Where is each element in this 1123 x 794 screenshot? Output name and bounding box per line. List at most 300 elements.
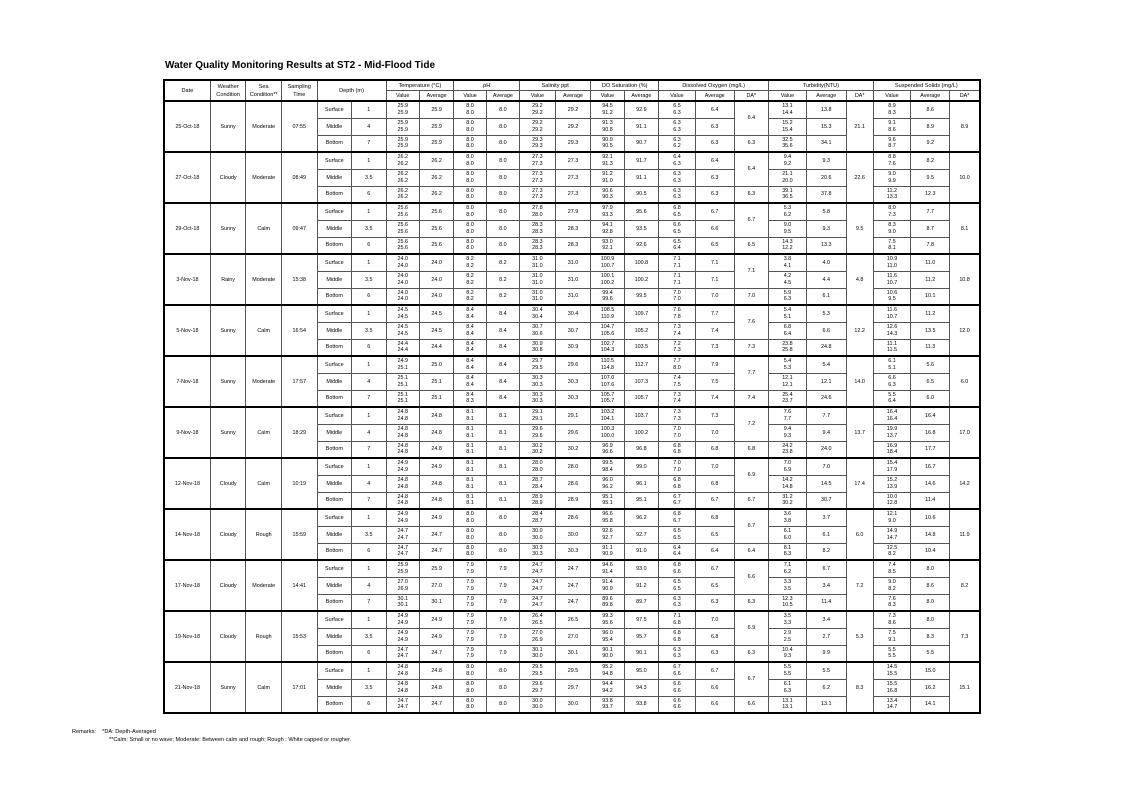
- temperature-value: [386, 611, 419, 628]
- ph-average: 8.1: [486, 492, 519, 509]
- temperature-value-reading: 26.2: [397, 187, 408, 194]
- do-saturation-average: 95.1: [624, 492, 659, 509]
- turbidity-average: 2.7: [806, 628, 846, 645]
- temperature-value: [386, 424, 419, 441]
- suspended-solids-da: 17.0: [950, 407, 980, 458]
- do-saturation-value-reading: 91.3: [602, 160, 613, 167]
- depth-level-cell: Surface: [317, 356, 351, 373]
- dissolved-oxygen-value: [659, 305, 696, 322]
- suspended-solids-value: [873, 322, 911, 339]
- turbidity-value: [769, 441, 807, 458]
- dissolved-oxygen-value: [659, 373, 696, 390]
- suspended-solids-value-reading: 7.3: [888, 613, 896, 620]
- suspended-solids-value-reading: 9.0: [888, 171, 896, 178]
- dissolved-oxygen-value-reading: 7.0: [673, 460, 681, 467]
- turbidity-value-reading: 12.1: [782, 375, 793, 382]
- depth-level-cell: Bottom: [317, 645, 351, 662]
- temperature-value-reading: 25.6: [397, 245, 408, 252]
- salinity-average: 24.7: [555, 560, 591, 577]
- salinity-value: [520, 254, 556, 271]
- do-saturation-value: [591, 594, 624, 611]
- salinity-average: 30.0: [555, 696, 591, 713]
- ph-value: [454, 407, 486, 424]
- weather-cell: Cloudy: [210, 458, 246, 509]
- salinity-value-reading: 30.0: [532, 534, 543, 541]
- suspended-solids-value: [873, 220, 911, 237]
- turbidity-value: [769, 356, 807, 373]
- do-saturation-value-reading: 99.5: [602, 460, 613, 467]
- temperature-average: 26.2: [419, 152, 453, 169]
- salinity-average: 29.2: [555, 101, 591, 118]
- depth-value-cell: 4: [352, 424, 386, 441]
- dissolved-oxygen-da-bottom: 6.5: [734, 237, 768, 254]
- suspended-solids-value: [873, 390, 911, 407]
- header-do-saturation: DO Saturation (%): [591, 80, 659, 91]
- salinity-value-reading: 30.9: [532, 340, 543, 347]
- dissolved-oxygen-value: [659, 356, 696, 373]
- do-saturation-value: [591, 628, 624, 645]
- ph-value: [454, 628, 486, 645]
- suspended-solids-value-reading: 5.5: [888, 391, 896, 398]
- turbidity-value-reading: 10.4: [782, 646, 793, 653]
- suspended-solids-da: 14.2: [950, 458, 980, 509]
- do-saturation-value-reading: 95.1: [602, 500, 613, 507]
- temperature-value: [386, 356, 419, 373]
- salinity-value: [520, 186, 556, 203]
- depth-value-cell: 1: [352, 662, 386, 679]
- ph-value-reading: 7.9: [466, 562, 474, 569]
- ph-value-reading: 8.1: [466, 415, 474, 422]
- turbidity-value-reading: 3.6: [783, 511, 792, 518]
- salinity-value-reading: 29.5: [532, 670, 543, 677]
- salinity-value-reading: 28.0: [532, 466, 543, 473]
- do-saturation-value-reading: 90.9: [602, 585, 613, 592]
- salinity-value: [520, 373, 556, 390]
- temperature-average: 24.5: [419, 322, 453, 339]
- do-saturation-value: [591, 390, 624, 407]
- dissolved-oxygen-average: 7.0: [695, 458, 734, 475]
- turbidity-da: 5.3: [846, 611, 873, 662]
- dissolved-oxygen-da: 7.7: [734, 356, 768, 390]
- sampling-time-cell: 07:55: [281, 101, 317, 152]
- suspended-solids-average: 10.4: [911, 543, 950, 560]
- ph-value-reading: 8.2: [466, 273, 474, 280]
- dissolved-oxygen-average: 6.6: [695, 220, 734, 237]
- depth-value-cell: 6: [352, 237, 386, 254]
- do-saturation-value-reading: 90.0: [602, 653, 613, 660]
- dissolved-oxygen-average: 6.3: [695, 645, 734, 662]
- salinity-value: [520, 509, 556, 526]
- salinity-value-reading: 30.0: [532, 653, 543, 660]
- do-saturation-average: 91.1: [624, 169, 659, 186]
- dissolved-oxygen-value: [659, 254, 696, 271]
- ph-value: [454, 441, 486, 458]
- ph-average: 8.0: [486, 203, 519, 220]
- dissolved-oxygen-da: 6.7: [734, 662, 768, 696]
- salinity-value-reading: 26.9: [532, 636, 543, 643]
- date-cell: 12-Nov-18: [164, 458, 210, 509]
- dissolved-oxygen-average: 7.0: [695, 424, 734, 441]
- depth-value-cell: 1: [352, 101, 386, 118]
- depth-level-cell: Bottom: [317, 594, 351, 611]
- salinity-average: 26.5: [555, 611, 591, 628]
- temperature-value-reading: 27.0: [397, 579, 408, 586]
- dissolved-oxygen-value-reading: 7.1: [673, 613, 681, 620]
- do-saturation-value-reading: 97.9: [602, 205, 613, 212]
- temperature-value: [386, 458, 419, 475]
- ph-value-reading: 8.0: [466, 143, 474, 150]
- temperature-value-reading: 25.1: [397, 391, 408, 398]
- salinity-value-reading: 30.8: [532, 347, 543, 354]
- depth-value-cell: 4: [352, 373, 386, 390]
- salinity-value: [520, 441, 556, 458]
- temperature-value: [386, 322, 419, 339]
- suspended-solids-value-reading: 12.8: [886, 500, 898, 507]
- ph-value-reading: 8.0: [466, 194, 474, 201]
- salinity-value: [520, 560, 556, 577]
- suspended-solids-average: 6.0: [911, 390, 950, 407]
- dissolved-oxygen-value-reading: 7.4: [673, 330, 681, 337]
- sampling-time-cell: 08:49: [281, 152, 317, 203]
- turbidity-value-reading: 12.1: [782, 381, 793, 388]
- sea-condition-cell: Moderate: [246, 560, 282, 611]
- do-saturation-value-reading: 93.0: [602, 238, 613, 245]
- depth-value-cell: 4: [352, 475, 386, 492]
- temperature-average: 25.0: [419, 356, 453, 373]
- temperature-value-reading: 25.1: [397, 398, 408, 405]
- do-saturation-value: [591, 424, 624, 441]
- table-row: [164, 509, 980, 526]
- ph-average: 8.0: [486, 101, 519, 118]
- temperature-average: 24.8: [419, 407, 453, 424]
- dissolved-oxygen-average: 6.4: [695, 101, 734, 118]
- temperature-average: 25.6: [419, 203, 453, 220]
- turbidity-value-reading: 5.4: [783, 358, 792, 365]
- suspended-solids-value-reading: 12.1: [886, 511, 898, 518]
- turbidity-average: 7.0: [806, 458, 846, 475]
- turbidity-value-reading: 9.4: [783, 154, 792, 161]
- dissolved-oxygen-value-reading: 8.0: [673, 364, 681, 371]
- ph-value: [454, 390, 486, 407]
- suspended-solids-value-reading: 9.0: [888, 228, 896, 235]
- dissolved-oxygen-value-reading: 7.2: [673, 340, 681, 347]
- ph-average: 8.2: [486, 271, 519, 288]
- suspended-solids-value-reading: 10.7: [886, 279, 898, 286]
- turbidity-value-reading: 15.2: [782, 120, 793, 127]
- turbidity-average: 5.5: [806, 662, 846, 679]
- dissolved-oxygen-da: 7.1: [734, 254, 768, 288]
- salinity-value-reading: 31.0: [532, 273, 543, 280]
- turbidity-value: [769, 152, 807, 169]
- ph-value: [454, 509, 486, 526]
- sea-condition-cell: Moderate: [246, 101, 282, 152]
- salinity-value-reading: 27.3: [532, 194, 543, 201]
- turbidity-value: [769, 424, 807, 441]
- ph-average: 8.1: [486, 441, 519, 458]
- temperature-value-reading: 26.2: [397, 160, 408, 167]
- temperature-average: 24.4: [419, 339, 453, 356]
- turbidity-value-reading: 6.8: [783, 324, 792, 331]
- depth-value-cell: 6: [352, 186, 386, 203]
- salinity-average: 30.3: [555, 390, 591, 407]
- depth-level-cell: Middle: [317, 526, 351, 543]
- dissolved-oxygen-value-reading: 6.5: [673, 228, 681, 235]
- do-saturation-value-reading: 104.7: [600, 324, 615, 331]
- turbidity-value-reading: 30.2: [782, 500, 793, 507]
- salinity-value-reading: 28.0: [532, 460, 543, 467]
- salinity-average: 27.3: [555, 186, 591, 203]
- do-saturation-value-reading: 94.8: [602, 670, 613, 677]
- suspended-solids-value-reading: 8.6: [888, 126, 896, 133]
- turbidity-value-reading: 23.7: [782, 398, 793, 405]
- temperature-value-reading: 26.2: [397, 154, 408, 161]
- dissolved-oxygen-average: 7.5: [695, 373, 734, 390]
- suspended-solids-value: [873, 407, 911, 424]
- suspended-solids-average: 9.5: [911, 169, 950, 186]
- turbidity-average: 6.1: [806, 526, 846, 543]
- depth-value-cell: 1: [352, 152, 386, 169]
- ph-value: [454, 152, 486, 169]
- do-saturation-average: 93.8: [624, 696, 659, 713]
- do-saturation-value-reading: 94.5: [602, 103, 613, 110]
- temperature-value: [386, 543, 419, 560]
- salinity-value-reading: 29.6: [532, 681, 543, 688]
- suspended-solids-da: 8.2: [950, 560, 980, 611]
- ph-value-reading: 7.9: [466, 636, 474, 643]
- dissolved-oxygen-da: 6.4: [734, 152, 768, 186]
- turbidity-value: [769, 696, 807, 713]
- do-saturation-value: [591, 441, 624, 458]
- salinity-value: [520, 645, 556, 662]
- ph-value-reading: 8.1: [466, 500, 474, 507]
- suspended-solids-value-reading: 19.9: [886, 426, 898, 433]
- turbidity-value-reading: 8.1: [783, 544, 792, 551]
- sampling-time-cell: 14:41: [281, 560, 317, 611]
- depth-level-cell: Bottom: [317, 543, 351, 560]
- salinity-value: [520, 237, 556, 254]
- salinity-value: [520, 696, 556, 713]
- salinity-value-reading: 24.7: [532, 568, 543, 575]
- salinity-value-reading: 30.4: [532, 313, 543, 320]
- weather-cell: Rainy: [210, 254, 246, 305]
- suspended-solids-average: 8.0: [911, 560, 950, 577]
- temperature-value-reading: 24.0: [397, 289, 408, 296]
- suspended-solids-value: [873, 441, 911, 458]
- do-saturation-value-reading: 94.2: [602, 687, 613, 694]
- do-saturation-value: [591, 356, 624, 373]
- subheader-value: Value: [454, 91, 486, 102]
- do-saturation-value-reading: 94.1: [602, 222, 613, 229]
- ph-value-reading: 7.9: [466, 602, 474, 609]
- suspended-solids-value: [873, 662, 911, 679]
- ph-average: 8.0: [486, 526, 519, 543]
- salinity-value-reading: 28.0: [532, 211, 543, 218]
- ph-value: [454, 254, 486, 271]
- temperature-value-reading: 24.8: [397, 442, 408, 449]
- do-saturation-value: [591, 118, 624, 135]
- temperature-value-reading: 30.1: [397, 602, 408, 609]
- turbidity-value-reading: 3.3: [783, 619, 792, 626]
- ph-value-reading: 8.0: [466, 154, 474, 161]
- ph-value: [454, 288, 486, 305]
- suspended-solids-value-reading: 7.6: [888, 595, 896, 602]
- dissolved-oxygen-value-reading: 6.3: [673, 109, 681, 116]
- temperature-value: [386, 509, 419, 526]
- dissolved-oxygen-value-reading: 6.7: [673, 664, 681, 671]
- suspended-solids-da: 7.3: [950, 611, 980, 662]
- dissolved-oxygen-value: [659, 611, 696, 628]
- ph-value-reading: 8.0: [466, 681, 474, 688]
- dissolved-oxygen-value-reading: 6.8: [673, 511, 681, 518]
- dissolved-oxygen-da-bottom: 6.3: [734, 645, 768, 662]
- ph-value-reading: 8.1: [466, 442, 474, 449]
- dissolved-oxygen-value: [659, 543, 696, 560]
- dissolved-oxygen-value-reading: 7.3: [673, 391, 681, 398]
- header-sampling: Sampling Time: [281, 80, 317, 101]
- dissolved-oxygen-da: 7.6: [734, 305, 768, 339]
- suspended-solids-average: 14.8: [911, 526, 950, 543]
- ph-value-reading: 7.9: [466, 568, 474, 575]
- ph-value-reading: 8.1: [466, 493, 474, 500]
- temperature-value-reading: 24.7: [397, 697, 408, 704]
- temperature-value: [386, 339, 419, 356]
- weather-cell: Sunny: [210, 203, 246, 254]
- depth-level-cell: Surface: [317, 152, 351, 169]
- salinity-average: 27.0: [555, 628, 591, 645]
- turbidity-value-reading: 10.5: [782, 602, 793, 609]
- salinity-value-reading: 29.7: [532, 687, 543, 694]
- suspended-solids-value-reading: 10.6: [886, 289, 898, 296]
- dissolved-oxygen-da-bottom: 6.3: [734, 594, 768, 611]
- do-saturation-value-reading: 103.2: [600, 409, 615, 416]
- do-saturation-value-reading: 105.7: [600, 391, 615, 398]
- do-saturation-value-reading: 96.9: [602, 442, 613, 449]
- dissolved-oxygen-value: [659, 339, 696, 356]
- temperature-average: 24.0: [419, 254, 453, 271]
- salinity-value: [520, 305, 556, 322]
- dissolved-oxygen-value-reading: 6.5: [673, 238, 681, 245]
- ph-value: [454, 118, 486, 135]
- temperature-value-reading: 24.0: [397, 296, 408, 303]
- temperature-value-reading: 25.1: [397, 381, 408, 388]
- do-saturation-value: [591, 254, 624, 271]
- sea-condition-cell: Calm: [246, 305, 282, 356]
- ph-value: [454, 543, 486, 560]
- suspended-solids-value: [873, 679, 911, 696]
- do-saturation-average: 95.6: [624, 203, 659, 220]
- dissolved-oxygen-value-reading: 7.1: [673, 256, 681, 263]
- do-saturation-value-reading: 91.4: [602, 568, 613, 575]
- dissolved-oxygen-value: [659, 237, 696, 254]
- turbidity-value: [769, 407, 807, 424]
- dissolved-oxygen-value-reading: 7.7: [673, 358, 681, 365]
- temperature-value-reading: 24.0: [397, 273, 408, 280]
- temperature-average: 24.5: [419, 305, 453, 322]
- salinity-average: 27.9: [555, 203, 591, 220]
- dissolved-oxygen-value-reading: 6.8: [673, 205, 681, 212]
- turbidity-value-reading: 9.3: [783, 653, 792, 660]
- turbidity-value-reading: 3.8: [783, 517, 792, 524]
- salinity-value: [520, 356, 556, 373]
- turbidity-value-reading: 6.2: [783, 568, 792, 575]
- do-saturation-value-reading: 98.4: [602, 466, 613, 473]
- turbidity-average: 6.1: [806, 288, 846, 305]
- depth-level-cell: Middle: [317, 628, 351, 645]
- turbidity-average: 6.2: [806, 679, 846, 696]
- turbidity-value-reading: 7.0: [783, 460, 792, 467]
- suspended-solids-value-reading: 8.6: [888, 619, 896, 626]
- do-saturation-value-reading: 95.2: [602, 664, 613, 671]
- turbidity-value: [769, 169, 807, 186]
- dissolved-oxygen-value-reading: 6.5: [673, 211, 681, 218]
- turbidity-value: [769, 271, 807, 288]
- dissolved-oxygen-value: [659, 560, 696, 577]
- turbidity-average: 6.6: [806, 322, 846, 339]
- turbidity-value: [769, 339, 807, 356]
- suspended-solids-average: 10.1: [911, 288, 950, 305]
- temperature-average: 24.9: [419, 628, 453, 645]
- turbidity-value-reading: 6.4: [783, 330, 792, 337]
- do-saturation-value-reading: 91.2: [602, 171, 613, 178]
- sea-condition-cell: Rough: [246, 611, 282, 662]
- date-cell: 14-Nov-18: [164, 509, 210, 560]
- do-saturation-value: [591, 407, 624, 424]
- temperature-average: 25.9: [419, 101, 453, 118]
- do-saturation-value: [591, 509, 624, 526]
- sampling-time-cell: 15:38: [281, 254, 317, 305]
- turbidity-value: [769, 492, 807, 509]
- temperature-average: 24.9: [419, 611, 453, 628]
- turbidity-average: 3.4: [806, 577, 846, 594]
- do-saturation-value: [591, 152, 624, 169]
- ph-value-reading: 8.0: [466, 187, 474, 194]
- salinity-value-reading: 24.7: [532, 579, 543, 586]
- temperature-value: [386, 407, 419, 424]
- ph-average: 8.4: [486, 339, 519, 356]
- ph-value: [454, 339, 486, 356]
- turbidity-value-reading: 2.9: [783, 630, 792, 637]
- salinity-value: [520, 526, 556, 543]
- ph-value: [454, 492, 486, 509]
- turbidity-value: [769, 509, 807, 526]
- turbidity-value-reading: 21.1: [782, 171, 793, 178]
- do-saturation-value: [591, 577, 624, 594]
- temperature-value-reading: 24.7: [397, 704, 408, 711]
- salinity-value: [520, 424, 556, 441]
- temperature-value-reading: 25.9: [397, 136, 408, 143]
- temperature-value-reading: 25.9: [397, 120, 408, 127]
- ph-average: 8.4: [486, 356, 519, 373]
- suspended-solids-average: 9.2: [911, 135, 950, 152]
- temperature-average: 24.0: [419, 288, 453, 305]
- subheader-average: Average: [419, 91, 453, 102]
- header-salinity: Salinity ppt: [520, 80, 591, 91]
- dissolved-oxygen-value-reading: 7.0: [673, 432, 681, 439]
- dissolved-oxygen-value-reading: 6.6: [673, 222, 681, 229]
- suspended-solids-average: 16.8: [911, 424, 950, 441]
- dissolved-oxygen-da-bottom: 6.4: [734, 543, 768, 560]
- suspended-solids-da: 11.9: [950, 509, 980, 560]
- turbidity-da: 8.3: [846, 662, 873, 713]
- dissolved-oxygen-value: [659, 220, 696, 237]
- temperature-value-reading: 24.4: [397, 340, 408, 347]
- turbidity-da: 7.2: [846, 560, 873, 611]
- turbidity-da: 13.7: [846, 407, 873, 458]
- salinity-value-reading: 29.3: [532, 136, 543, 143]
- ph-value: [454, 679, 486, 696]
- do-saturation-average: 93.0: [624, 560, 659, 577]
- salinity-value-reading: 30.2: [532, 449, 543, 456]
